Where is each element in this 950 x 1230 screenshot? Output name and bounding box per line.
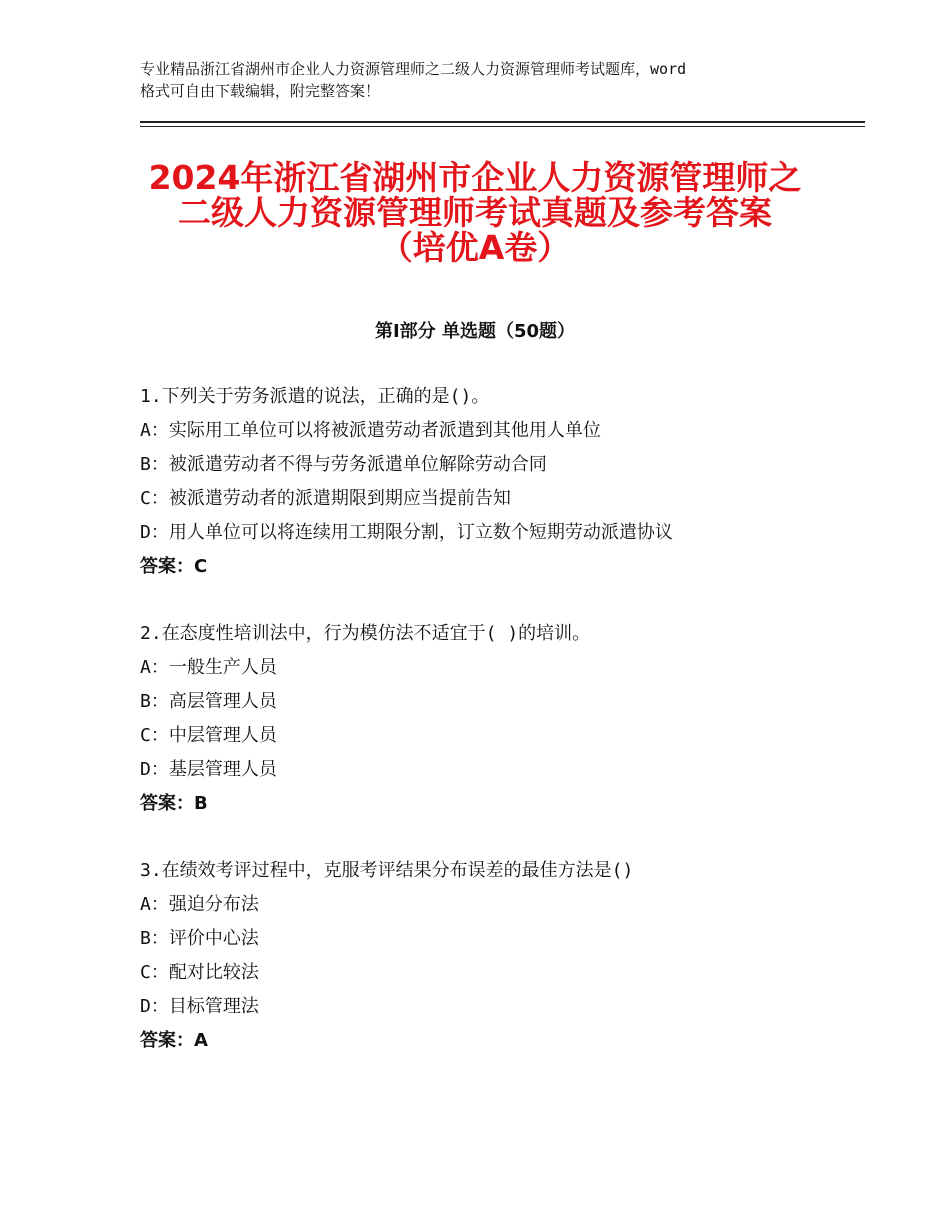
- section-title: 第Ⅰ部分 单选题（50题）: [374, 321, 575, 342]
- question-stem: 2.在态度性培训法中，行为模仿法不适宜于( )的培训。: [140, 623, 591, 644]
- option-d: D：目标管理法: [140, 996, 259, 1017]
- title-line: （培优A卷）: [379, 228, 571, 267]
- question-item: [140, 380, 860, 584]
- answer: 答案：A: [140, 1030, 208, 1051]
- option-c: C：配对比较法: [140, 962, 259, 983]
- option-b: B：高层管理人员: [140, 691, 277, 712]
- option-d: D：基层管理人员: [140, 759, 277, 780]
- option-a: A：实际用工单位可以将被派遣劳动者派遣到其他用人单位: [140, 420, 601, 441]
- question-item: [140, 854, 860, 1058]
- question-list: [140, 380, 860, 1091]
- option-c: C：中层管理人员: [140, 725, 277, 746]
- title-line: 二级人力资源管理师考试真题及参考答案: [178, 193, 772, 232]
- title-line: 2024年浙江省湖州市企业人力资源管理师之: [148, 158, 802, 197]
- question-stem: 1.下列关于劳务派遣的说法，正确的是()。: [140, 386, 490, 407]
- option-b: B：评价中心法: [140, 928, 259, 949]
- option-c: C：被派遣劳动者的派遣期限到期应当提前告知: [140, 488, 511, 509]
- option-d: D：用人单位可以将连续用工期限分割，订立数个短期劳动派遣协议: [140, 522, 673, 543]
- header-note-line: 专业精品浙江省湖州市企业人力资源管理师之二级人力资源管理师考试题库，word: [140, 60, 687, 78]
- header-divider-thin: [140, 126, 865, 127]
- question-stem: 3.在绩效考评过程中，克服考评结果分布误差的最佳方法是(): [140, 860, 634, 881]
- question-item: [140, 617, 860, 821]
- document-title: [100, 160, 850, 265]
- answer: 答案：C: [140, 556, 208, 577]
- header-note-line: 格式可自由下载编辑，附完整答案！: [140, 82, 381, 100]
- option-a: A：一般生产人员: [140, 657, 277, 678]
- option-b: B：被派遣劳动者不得与劳务派遣单位解除劳动合同: [140, 454, 547, 475]
- header-note: [140, 58, 830, 102]
- header-divider-thick: [140, 121, 865, 123]
- option-a: A：强迫分布法: [140, 894, 259, 915]
- answer: 答案：B: [140, 793, 208, 814]
